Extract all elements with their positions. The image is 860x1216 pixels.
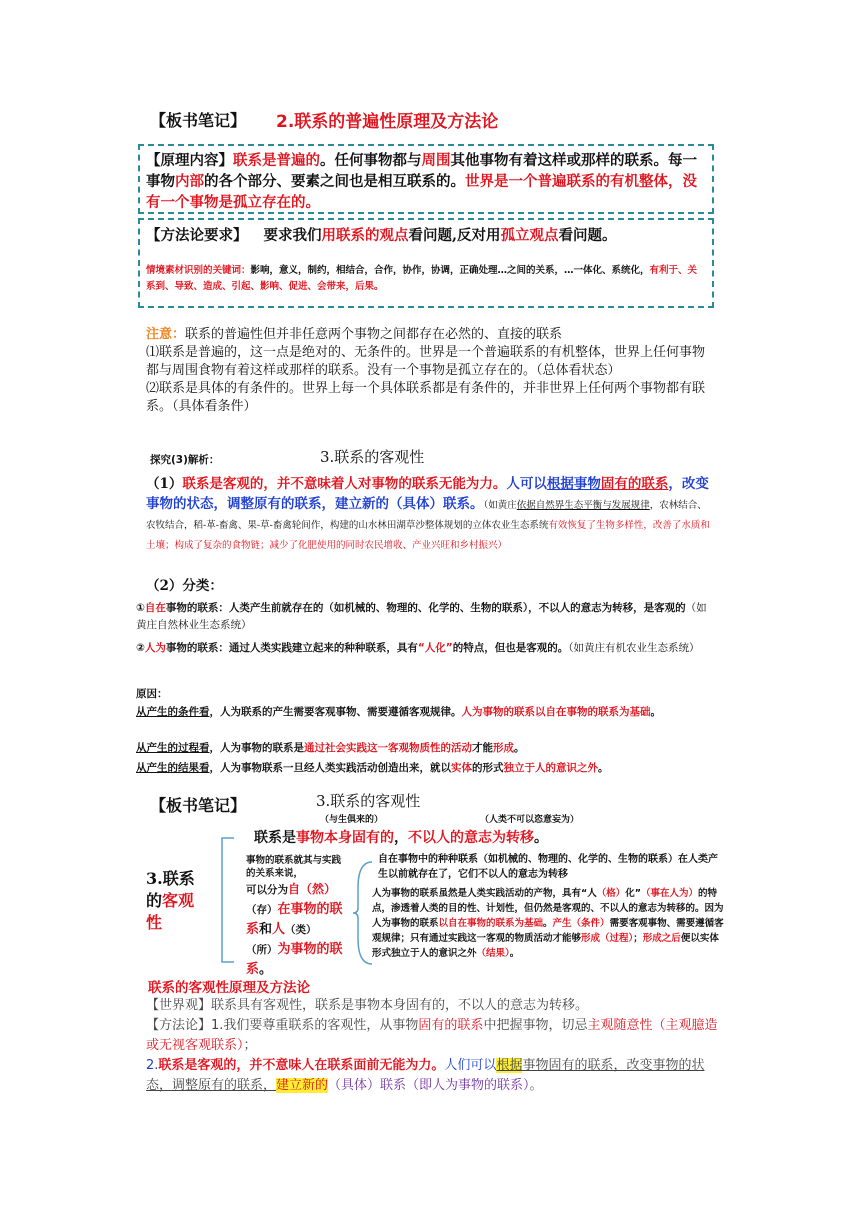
r2j: 形成（过程） [581,933,634,944]
big-label-3: 客观 [162,891,195,910]
r1-b: ，人为联系的产生需要客观事物、需要遵循客观规律。 [209,706,462,718]
explore-label: 探究(3)解析： [150,454,220,466]
natural-connection-desc: 自在事物中的种种联系（如机械的、物理的、化学的、生物的联系）在人类产生以前就存在了，它们不以人的意志为转移 [378,854,718,880]
p2-h: （具体）联系（即人为事物的联系） [328,1078,530,1093]
method-t1: 要求我们 [263,227,322,244]
p2-i: 。 [529,1078,543,1093]
method-em2: 孤立观点 [500,227,559,244]
para1-c: 根据事物 [546,476,601,492]
mid-9: （所） [246,944,278,956]
reason-1 [136,704,716,721]
para1-ex-c: ，农林结合、农牧结合，稻-革-畜禽、果-草-畜禽轮间作，构建的山水林田湖草沙整体规划的立体农业生态系统 [146,500,707,531]
r2-f: 。 [514,742,525,754]
section-title-universality: 2.联系的普遍性原理及方法论 [276,112,499,132]
keywords-text [146,263,706,295]
para1-d: 固有的联系 [600,476,669,492]
r2m: 便以实体形式独立于人的意识之外 [372,933,719,959]
principle-em4: 世界是一个普遍联系的有机整体，没有一个事物是孤立存在的。 [146,173,697,211]
human-connection-desc [372,886,724,961]
methodology-point-2 [146,1056,726,1096]
md-4: 主观随意性（主观臆造或无视客观联系） [146,1018,718,1053]
method-t5: 看问题。 [558,227,617,244]
r1-c: 人为事物的联系以自在事物的联系为基础 [461,706,651,718]
classification-title: （2）分类： [146,578,223,594]
mid-5: 在事物的联系 [246,902,343,937]
section-title-objectivity: 3.联系的客观性 [320,448,425,466]
r3-c: 实体 [451,762,472,774]
p2-c: 人们可以 [444,1058,497,1073]
note-innate: （与生俱来的） [320,815,384,825]
def-c: ， [394,830,408,846]
c1-b: 自在 [144,602,166,614]
class-item-2 [136,640,716,657]
r2g: 。 [543,918,553,929]
reason-label: 原因： [136,688,168,700]
mid-10: 为事物的联系 [246,942,343,977]
objectivity-para-1 [146,474,712,554]
worldview-line [146,996,726,1015]
principle-t2: 。任何事物都与 [320,152,422,169]
c2-b: 人为 [144,642,166,654]
worldview-label: 【世界观】 [146,998,212,1013]
big-label-2: 的 [146,891,163,910]
mid-1: 事物的联系就其与实践的关系来说， [246,855,342,879]
c2-a: ② [136,642,145,654]
r1-d: 。 [650,706,661,718]
para1-b: 人可以 [506,476,547,492]
r2-b: ，人为事物的联系是 [209,742,304,754]
classification-middle [246,854,350,979]
mid-4: （存） [246,904,278,916]
def-e: 。 [534,830,548,846]
keywords-t2: 有利于、关系到、导致、造成、引起、影响、促进、会带来，后果。 [146,265,698,292]
para1-ex-a: （如黄庄 [483,500,517,511]
c2-e: 的特点，但也是客观的。 [452,642,569,654]
r2l: 形成之后 [642,933,681,944]
p2-g: 建立新的 [276,1078,329,1093]
para1-ex-b: 依据自然界生态平衡与发展规律 [516,500,650,511]
r2h: 产生（条件） [552,918,610,929]
class-item-1 [136,600,716,634]
c1-a: ① [136,602,145,614]
reason-2 [136,740,716,757]
board-notes-tag-2: 【板书笔记】 [150,796,247,815]
big-label [146,868,218,934]
principle-t4: 其他事物有着这样或那样的联系。每一事物 [146,152,697,190]
md-5: ； [243,1038,257,1053]
md-2: 固有的联系 [418,1018,484,1033]
r2b: （格） [596,888,626,899]
r2o: 。 [509,948,520,959]
p2-b: 联系是客观的，并不意味人在联系面前无能为力。 [158,1058,445,1073]
mid-8: （类） [285,924,317,936]
mid-6: 和 [259,922,273,937]
big-label-4: 性 [146,913,163,932]
p2-e: 事物固有的联系， [522,1058,627,1073]
r3-f: 。 [598,762,609,774]
inner-bracket [352,858,374,968]
mid-2: 可以分为 [246,884,288,896]
note-block [146,326,712,416]
principle-label: 【原理内容】 [146,152,233,169]
keywords-t1: 影响，意义，制约，相结合，合作，协作，协调，正确处理…之间的关系，…一体化、系统化， [250,265,650,276]
principle-text [146,150,708,213]
principle-t6: 的各个部分、要素之间也是相互联系的。 [204,173,465,190]
methodology-label-2: 【方法论】 [146,1018,212,1033]
worldview-text: 联系具有客观性，联系是事物本身固有的，不以人的意志为转移。 [211,998,589,1013]
note-item-2: ⑵联系是具体的有条件的。世界上每一个具体联系都是有条件的，并非世界上任何两个事物都有联系。（具体看条件） [146,381,706,414]
section-title-objectivity-2: 3.联系的客观性 [316,792,421,810]
keywords-label: 情境素材识别的关键词： [146,265,251,276]
c1-d: （如黄庄自然林业生态系统） [136,602,707,631]
principle-em3: 内部 [175,173,204,190]
methodology-line [146,1016,726,1056]
r2-d: 才能 [472,742,493,754]
r2a: 人为事物的联系虽然是人类实践活动的产物，具有“人 [372,888,597,899]
r1-a: 从产生的条件看 [136,706,210,718]
r3-e: 独立于人的意识之外 [503,762,598,774]
note-item-1: ⑴联系是普遍的，这一点是绝对的、无条件的。世界是一个普遍联系的有机整体，世界上任何事物都与周围食物有着这样或那样的联系。没有一个事物是孤立存在的。（总体看状态） [146,345,706,378]
objectivity-definition [254,827,548,847]
r2-e: 形成 [493,742,514,754]
para1-ex-d: 有效恢复了生物多样性，改善了水质和土壤；构成了复杂的食物链；减少了化肥使用的同时农民增收、产业兴旺和乡村振兴） [146,520,710,551]
methodology-label: 【方法论要求】 [146,227,248,244]
r2d: （事在人为） [641,888,699,899]
p2-d: 根据 [496,1058,523,1073]
method-em1: 用联系的观点 [321,227,409,244]
p2-a: 2. [146,1058,159,1073]
r2-a: 从产生的过程看 [136,742,210,754]
note-title-line [146,326,712,344]
p2-f: 改变事物的状态，调整原有的联系， [146,1058,705,1093]
para1-e: ，改变事物的状态，调整原有的联系，建立新的（具体）联系。 [146,476,709,512]
md-1: 1.我们要尊重联系的客观性，从事物 [211,1018,419,1033]
reason-3 [136,760,716,777]
para1-a: 联系是客观的，并不意味着人对事物的联系无能为力。 [182,476,507,492]
note-title: 联系的普遍性但并非任意两个事物之间都存在必然的、直接的联系 [185,327,563,342]
r2c: 化” [625,888,642,899]
r2e: 的特点，渗透着人类的目的性、计划性，但仍然是客观的、不以人的意志为转移的。因为人为事物的联系 [372,888,724,929]
principle-heading: 联系的客观性原理及方法论 [148,980,310,996]
method-t3: 看问题,反对用 [408,227,501,244]
para1-num: （1） [146,476,183,492]
r3-b: ，人为事物联系一旦经人类实践活动创造出来，就以 [209,762,451,774]
r2i: 需要客观事物、需要遵循客观规律；只有通过实践这一客观的物质活动才能够 [372,918,724,944]
def-d: 不以人的意志为转移 [408,830,534,846]
principle-em1: 联系是普遍的 [233,152,320,169]
principle-em2: 周围 [421,152,451,169]
methodology-text [146,224,617,245]
mid-3: 自（然） [288,882,337,896]
r3-a: 从产生的结果看 [136,762,210,774]
mid-11: 。 [259,962,273,977]
def-b: 事物本身固有的 [296,830,394,846]
c2-c: 事物的联系：通过人类实践建立起来的种种联系，具有 [165,642,418,654]
r2k: ； [633,933,643,944]
c2-d: “人化” [417,642,453,654]
r2-c: 通过社会实践这一客观物质性的活动 [304,742,472,754]
r2n: （结果） [476,948,510,959]
r2f: 以自在事物的联系为基础 [438,918,544,929]
mid-7: 人 [272,922,286,937]
r3-d: 的形式 [472,762,504,774]
note-no-recklessness: （人类不可以恣意妄为） [480,815,580,825]
outer-bracket [216,836,236,966]
big-label-1: 3.联系 [146,869,195,888]
md-3: 中把握事物，切忌 [483,1018,588,1033]
c1-c: 事物的联系：人类产生前就存在的（如机械的、物理的、化学的、生物的联系），不以人的意志为转移，是客观的 [165,602,686,614]
def-a: 联系是 [254,830,296,846]
c2-f: （如黄庄有机农业生态系统） [568,642,700,654]
note-label: 注意： [146,327,186,342]
board-notes-tag: 【板书笔记】 [150,111,247,130]
